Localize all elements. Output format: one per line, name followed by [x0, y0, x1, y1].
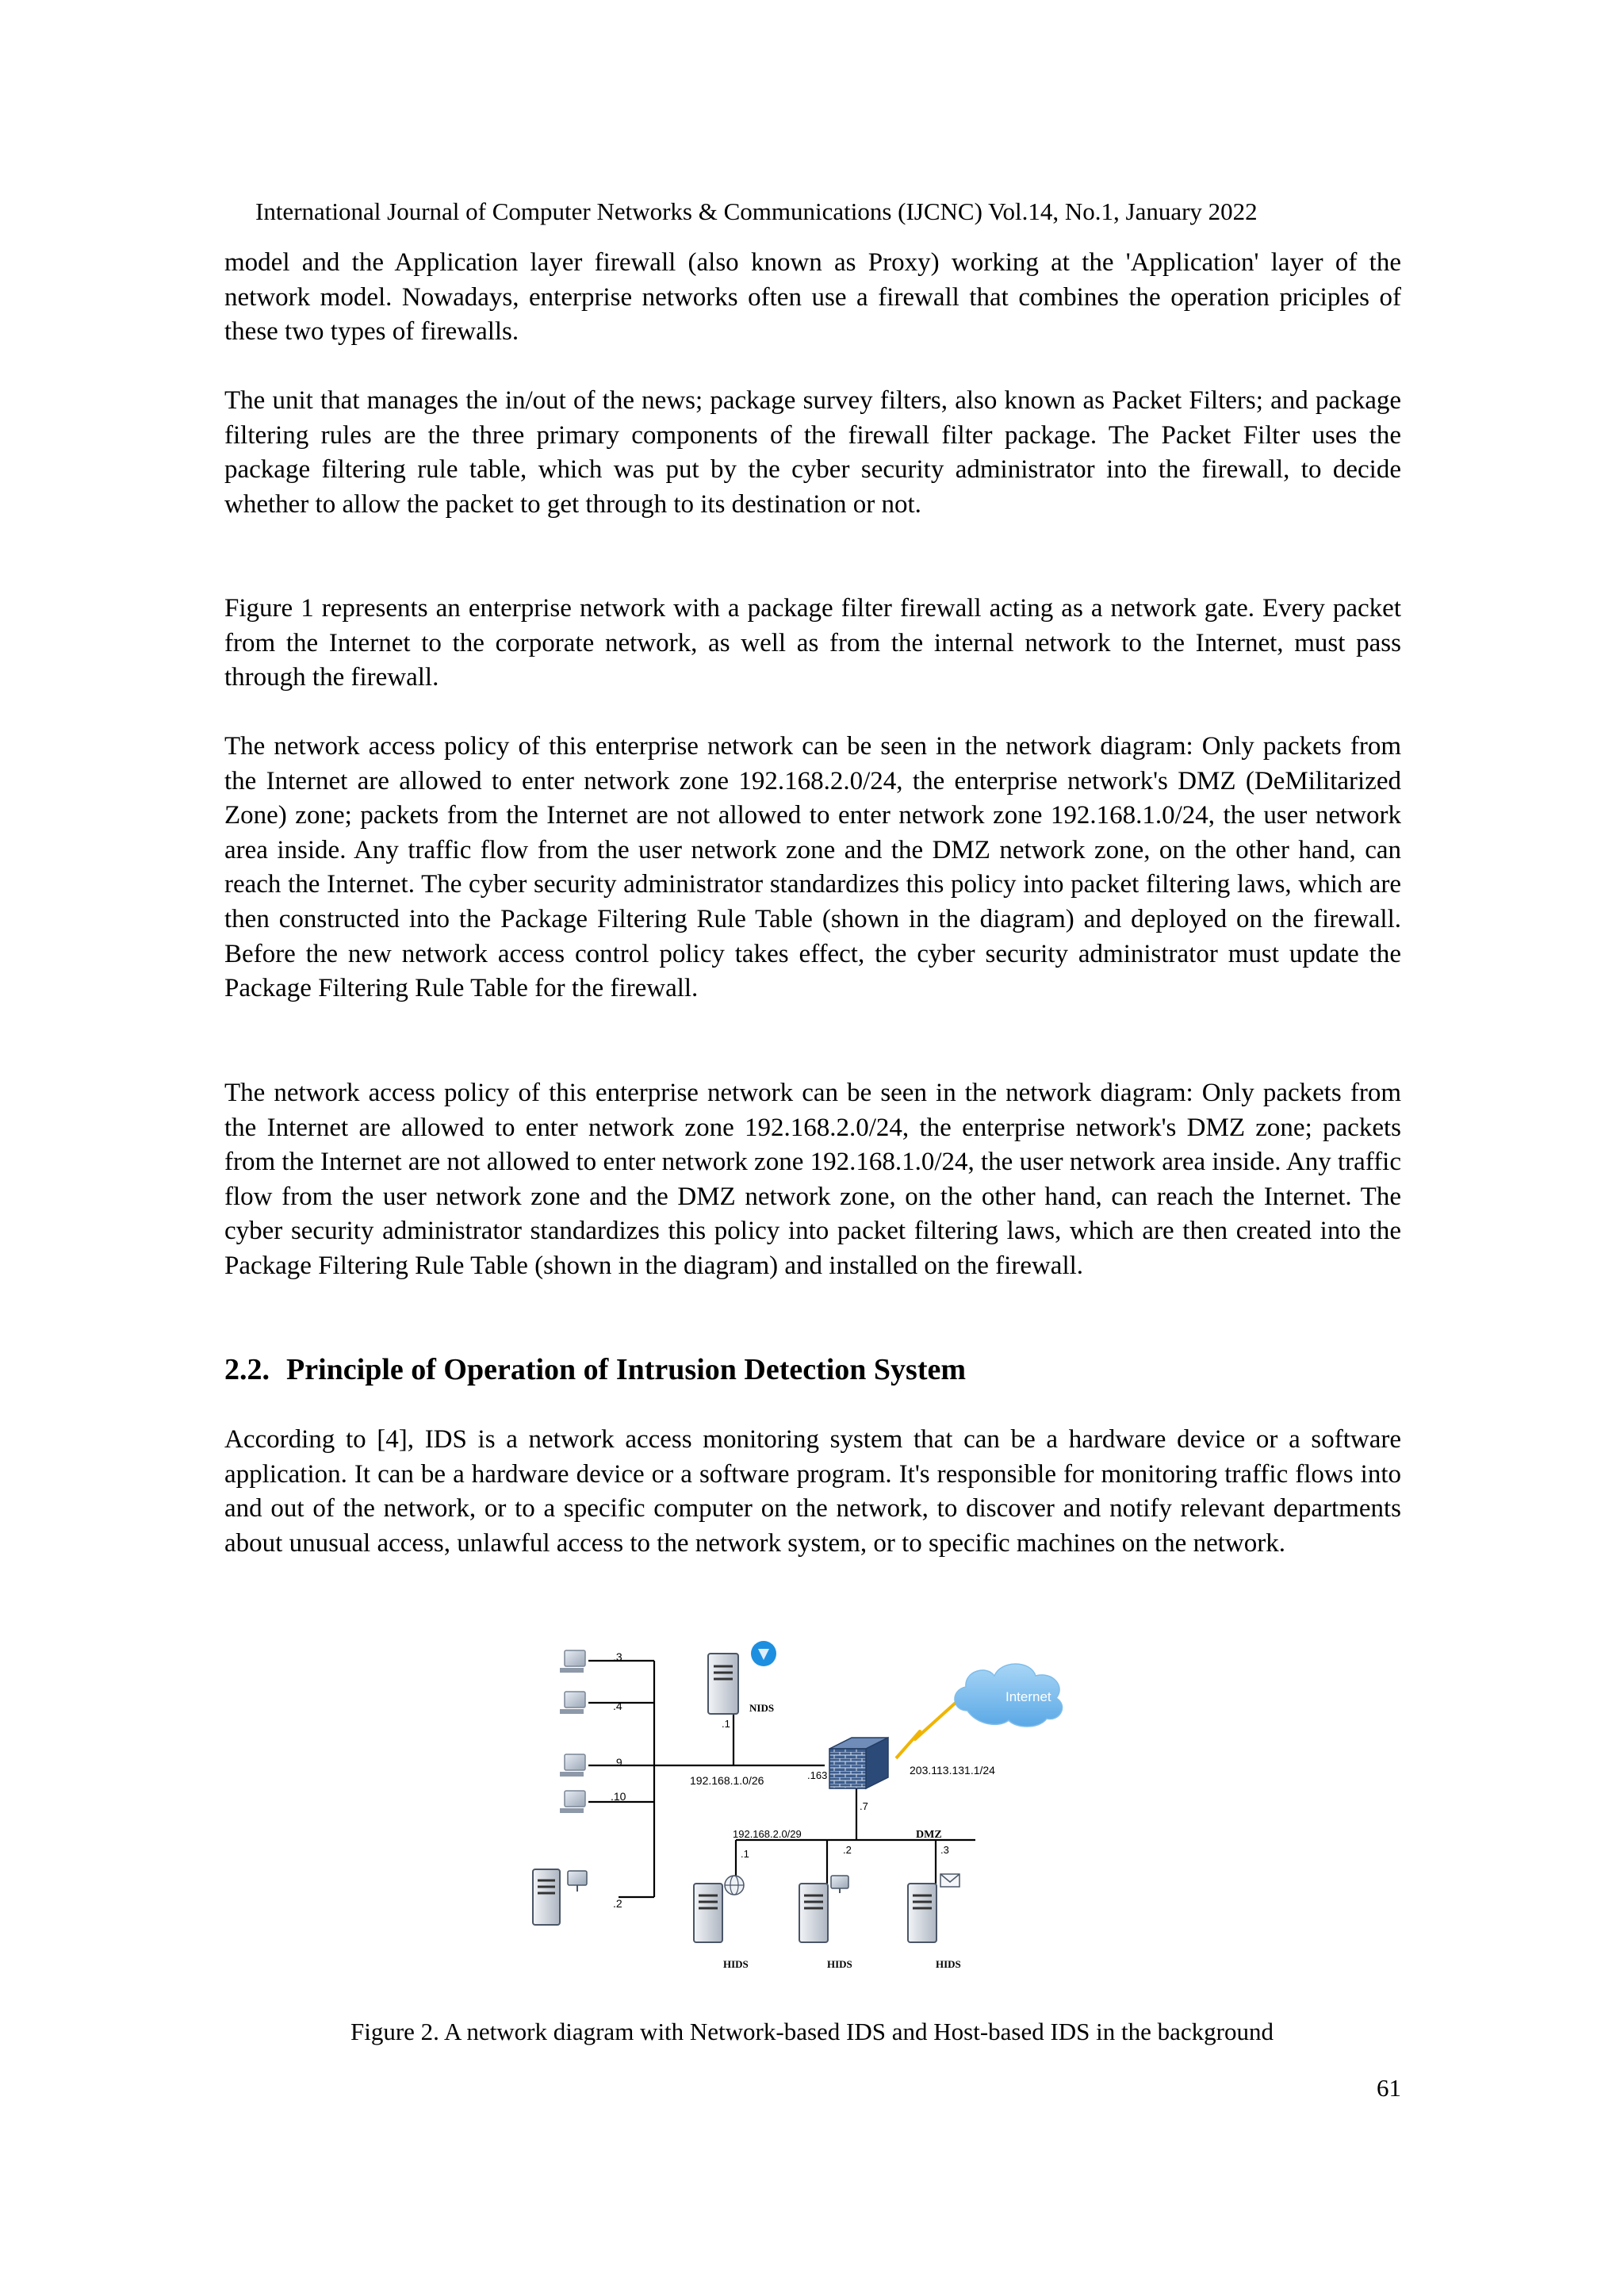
- user-pc-icon: [560, 1692, 585, 1714]
- nids-label: NIDS: [749, 1702, 775, 1714]
- paragraph-5: The network access policy of this enterprise network can be seen in the network diagram: Only packets from the Internet are allowed to enter network zone 192.168.2.0/24, the enterprise network's DMZ zone; packets from the Internet are not allowed to enter network zone 192.168.1.0/24, the user network area inside. Any traffic flow from the user network zone and the DMZ network zone, on the other hand, can reach the Internet. The cyber security administrator standardizes this policy into packet filtering laws, which are then created into the Package Filtering Rule Table (shown in the diagram) and installed on the firewall.: [224, 1079, 1401, 1280]
- host-label: .3: [613, 1650, 622, 1663]
- user-server-icon: [533, 1869, 587, 1925]
- hids-label: HIDS: [827, 1958, 852, 1970]
- dmz-host-label: .2: [843, 1844, 852, 1856]
- journal-header: International Journal of Computer Networks & Communications (IJCNC) Vol.14, No.1, January 2022: [255, 197, 1258, 225]
- dmz-subnet-label: 192.168.2.0/29: [733, 1828, 802, 1840]
- firewall-inside-label: .163: [807, 1769, 828, 1781]
- host-label: .9: [613, 1756, 622, 1769]
- host-label: .2: [613, 1897, 622, 1910]
- user-pc-icon: [560, 1754, 585, 1777]
- mail-server-icon: [908, 1874, 959, 1942]
- nids-host-label: .1: [722, 1718, 730, 1730]
- page-number: 61: [1377, 2074, 1401, 2102]
- host-label: .10: [611, 1790, 626, 1803]
- hids-label: HIDS: [723, 1958, 749, 1970]
- network-diagram: [523, 1638, 1110, 1983]
- user-pc-icon: [560, 1650, 585, 1673]
- paragraph-2: The unit that manages the in/out of the news; package survey filters, also known as Packet Filters; and package filtering rules are the three primary components of the firewall filter package. The Packet Filter uses the package filtering rule table, which was put by the cyber security administrator into the firewall, to decide whether to allow the packet to get through to its destination or not.: [224, 386, 1401, 519]
- internet-label: Internet: [1005, 1689, 1051, 1704]
- paragraph-4: The network access policy of this enterprise network can be seen in the network diagram: Only packets from the Internet are allowed to enter network zone 192.168.2.0/24, the enterprise network's DMZ (DeMilitarized Zone) zone; packets from the Internet are not allowed to enter network zone 192.168.1.0/24, the user network area inside. Any traffic flow from the user network zone and the DMZ network zone, on the other hand, can reach the Internet. The cyber security administrator standardizes this policy into packet filtering laws, which are then constructed into the Package Filtering Rule Table (shown in the diagram) and deployed on the firewall. Before the new network access control policy takes effect, the cyber security administrator must update the Package Filtering Rule Table for the firewall.: [224, 732, 1401, 1003]
- hids-label: HIDS: [936, 1958, 961, 1970]
- network-diagram-figure: [523, 1638, 1110, 1983]
- firewall-icon: [829, 1738, 888, 1788]
- dmz-server-icon: [799, 1876, 848, 1942]
- web-server-icon: [694, 1876, 744, 1942]
- section-paragraph: According to [4], IDS is a network access monitoring system that can be a hardware device or a software application. It can be a hardware device or a software program. It's responsible for monitoring traffic flows into and out of the network, or to a specific computer on the network, to discover and notify relevant departments about unusual access, unlawful access to the network system, or to specific machines on the network.: [224, 1425, 1401, 1558]
- section-heading: [224, 1351, 966, 1389]
- user-subnet-label: 192.168.1.0/26: [690, 1774, 764, 1787]
- wan-address-label: 203.113.131.1/24: [910, 1764, 995, 1777]
- figure-caption: Figure 2. A network diagram with Network-based IDS and Host-based IDS in the background: [350, 2018, 1274, 2045]
- section-number: 2.2.: [224, 1353, 270, 1386]
- firewall-dmz-label: .7: [860, 1800, 868, 1812]
- paragraph-3: Figure 1 represents an enterprise network with a package filter firewall acting as a network gate. Every packet from the Internet to the corporate network, as well as from the internal network to the Internet, must pass through the firewall.: [224, 594, 1401, 692]
- section-title: Principle of Operation of Intrusion Detection System: [286, 1353, 967, 1386]
- dmz-host-label: .1: [741, 1848, 749, 1860]
- user-network-links: [588, 1661, 975, 1897]
- dmz-host-label: .3: [940, 1844, 949, 1856]
- user-pc-icon: [560, 1791, 585, 1813]
- host-label: .4: [613, 1700, 622, 1712]
- dmz-label: DMZ: [916, 1829, 942, 1841]
- wan-link-icon: [896, 1703, 956, 1758]
- paragraph-1: model and the Application layer firewall (also known as Proxy) working at the 'Application' layer of the network model. Nowadays, enterprise networks often use a firewall that combines the operation priciples of these two types of firewalls.: [224, 248, 1401, 347]
